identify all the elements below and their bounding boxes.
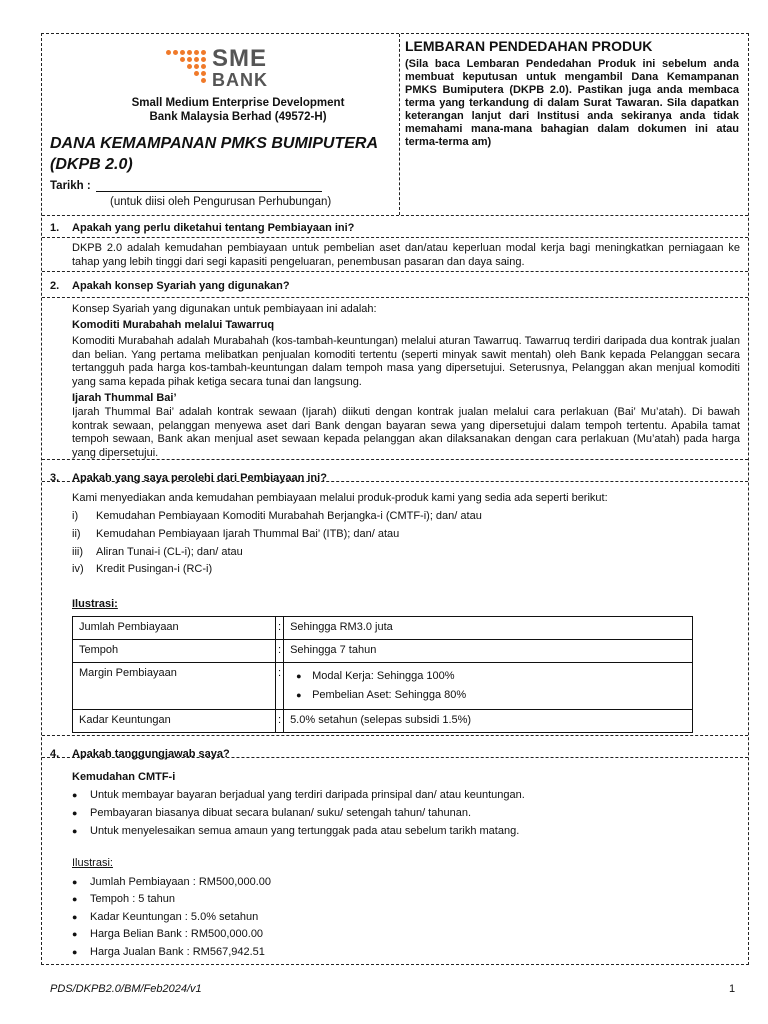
section-3-heading: 3. Apakah yang saya perolehi dari Pembiayaan ini? — [50, 472, 327, 484]
list-item: ● Untuk membayar bayaran berjadual yang terdiri daripada prinsipal dan/ atau keuntungan. — [72, 789, 525, 801]
pds-description: (Sila baca Lembaran Pendedahan Produk ini sebelum anda membuat keputusan untuk mengambil Dana Kemampanan PMKS Bumiputera (DKPB 2.0). Pastikan juga anda membaca terma yang terkandung di dalam Surat Tawaran. Sila dapatkan keterangan lanjut dari Institusi anda sekiranya anda tidak memahami mana-mana bahagian dalam dokumen ini atau terma-terma am) — [405, 58, 739, 148]
date-field-line[interactable] — [96, 191, 322, 192]
list-item: ● Harga Belian Bank : RM500,000.00 — [72, 928, 264, 940]
list-item: iv) Kredit Pusingan-i (RC-i) — [72, 563, 213, 575]
list-item: ● Jumlah Pembiayaan : RM500,000.00 — [72, 876, 271, 888]
table-row: Margin Pembiayaan : ● Modal Kerja: Sehingga 100% ● Pembelian Aset: Sehingga 80% — [73, 663, 693, 710]
table-row: Jumlah Pembiayaan : Sehingga RM3.0 juta — [73, 617, 693, 640]
list-item: ● Harga Jualan Bank : RM567,942.51 — [72, 946, 265, 958]
organisation-name: Small Medium Enterprise Development Bank Malaysia Berhad (49572-H) — [131, 97, 345, 123]
rule — [42, 215, 748, 216]
section-4-heading: 4. Apakah tanggungjawab saya? — [50, 748, 230, 760]
logo-text-sme: SME — [212, 45, 268, 72]
illustration-table — [72, 616, 693, 733]
page-number: 1 — [729, 983, 736, 995]
list-item: ● Kadar Keuntungan : 5.0% setahun — [72, 911, 259, 923]
rule — [42, 271, 748, 272]
section-4-subheading: Kemudahan CMTF-i — [72, 771, 176, 783]
section-2-subheading-tawarruq: Komoditi Murabahah melalui Tawarruq — [72, 319, 275, 331]
section-2-subheading-itb: Ijarah Thummal Bai’ — [72, 392, 177, 404]
pds-title: LEMBARAN PENDEDAHAN PRODUK — [405, 38, 653, 54]
section-1-heading: 1. Apakah yang perlu diketahui tentang Pembiayaan ini? — [50, 222, 355, 234]
date-note: (untuk diisi oleh Pengurusan Perhubungan) — [110, 196, 332, 208]
list-item: ● Pembayaran biasanya dibuat secara bulanan/ suku/ setengah tahun/ tahunan. — [72, 807, 471, 819]
table-row: Kadar Keuntungan : 5.0% setahun (selepas subsidi 1.5%) — [73, 710, 693, 733]
logo-text-bank: BANK — [212, 70, 268, 90]
section-1-body: DKPB 2.0 adalah kemudahan pembiayaan untuk pembelian aset dan/atau keperluan modal kerja bagi meningkatkan perniagaan ke tahap yang lebih tinggi dari segi kapasiti pengeluaran, penembusan pasaran dan daya saing. — [72, 242, 740, 268]
list-item: ii) Kemudahan Pembiayaan Ijarah Thummal Bai’ (ITB); dan/ atau — [72, 528, 400, 540]
section-3-illustration-label: Ilustrasi: — [72, 598, 118, 610]
section-2-heading: 2. Apakah konsep Syariah yang digunakan? — [50, 280, 290, 292]
list-item: ● Untuk menyelesaikan semua amaun yang tertunggak pada atau sebelum tarikh matang. — [72, 825, 520, 837]
product-title: DANA KEMAMPANAN PMKS BUMIPUTERA (DKPB 2.0) — [50, 135, 378, 173]
section-2-body-tawarruq: Komoditi Murabahah adalah Murabahah (kos-tambah-keuntungan) melalui aturan Tawarruq. Tawarruq terdiri daripada dua kontrak jualan dan belian. Yang pertama melibatkan penjualan komoditi tertentu (seperti minyak sawit mentah) oleh Bank kepada Pelanggan secara tertangguh pada harga kos-tambah-keuntungan dalam tempoh masa yang dipersetujui. Seterusnya, Pelanggan akan menjual komoditi yang sama kepada pihak ketiga secara tunai dan langsung. — [72, 335, 740, 388]
section-2-body-itb: Ijarah Thummal Bai’ adalah kontrak sewaan (Ijarah) diikuti dengan kontrak jualan melalui cara perlakuan (Bai’ Mu’atah). Di bawah kontrak sewaan, pelanggan menyewa aset dari Bank dengan bayaran sewa yang dipersetujui dalam tempoh tertentu. Apabila tamat tempoh sewaan, Bank akan menjual aset sewaan kepada pelanggan akan dilaksanakan dengan cara perlakuan (Mu’atah) pada harga yang dipersetujui. — [72, 406, 740, 459]
list-item: ● Tempoh : 5 tahun — [72, 893, 176, 905]
document-code: PDS/DKPB2.0/BM/Feb2024/v1 — [50, 983, 202, 995]
rule — [42, 297, 748, 298]
rule — [42, 735, 748, 736]
section-3-intro: Kami menyediakan anda kemudahan pembiayaan melalui produk-produk kami yang sedia ada seperti berikut: — [72, 492, 608, 504]
rule — [42, 237, 748, 238]
list-item: i) Kemudahan Pembiayaan Komoditi Murabahah Berjangka-i (CMTF-i); dan/ atau — [72, 510, 482, 522]
date-label: Tarikh : — [50, 180, 91, 192]
section-4-illustration-label: Ilustrasi: — [72, 857, 113, 869]
table-row: Tempoh : Sehingga 7 tahun — [73, 640, 693, 663]
header-divider — [399, 34, 400, 215]
section-2-intro: Konsep Syariah yang digunakan untuk pembiayaan ini adalah: — [72, 303, 377, 315]
list-item: iii) Aliran Tunai-i (CL-i); dan/ atau — [72, 546, 243, 558]
